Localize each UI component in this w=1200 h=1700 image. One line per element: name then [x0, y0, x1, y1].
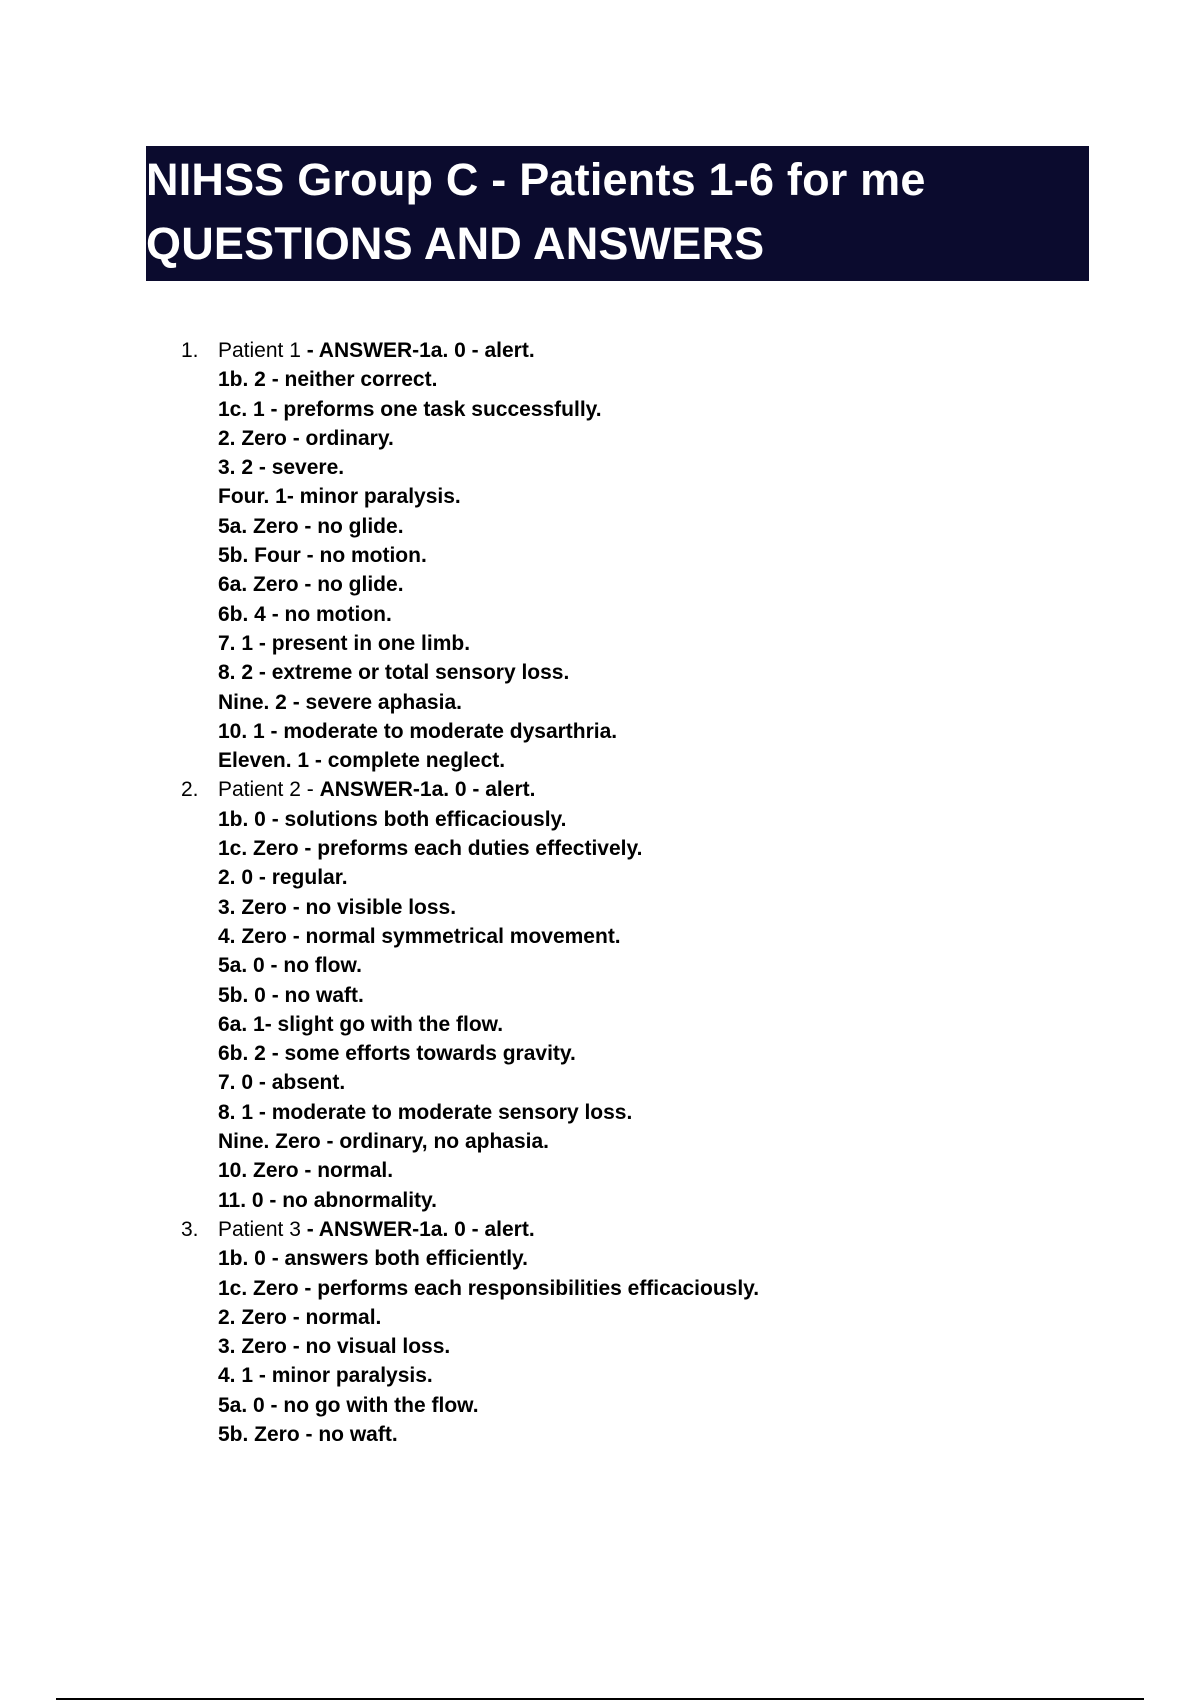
answer-line: 7. 1 - present in one limb. [218, 631, 471, 655]
question-line [218, 775, 1081, 804]
answer-line: 1b. 0 - answers both efficiently. [218, 1247, 529, 1271]
document-title-line-2: QUESTIONS AND ANSWERS [146, 218, 765, 269]
answer-line: 6a. 1- slight go with the flow. [218, 1012, 504, 1036]
answer-line: 7. 0 - absent. [218, 1071, 346, 1095]
answer-line: 3. Zero - no visible loss. [218, 895, 457, 919]
answer-line: Nine. 2 - severe aphasia. [218, 690, 462, 714]
answer-line: 5a. Zero - no glide. [218, 514, 404, 538]
answer-line: 2. Zero - ordinary. [218, 426, 394, 450]
answer-line: 8. 1 - moderate to moderate sensory loss. [218, 1100, 633, 1124]
answer-line: 4. Zero - normal symmetrical movement. [218, 924, 621, 948]
answer-line: 5b. Zero - no waft. [218, 1422, 398, 1446]
list-item-number: 2. [181, 778, 199, 802]
question-text: Patient 1 [218, 339, 301, 362]
answer-line: 1b. 2 - neither correct. [218, 368, 438, 392]
answer-line: 6b. 4 - no motion. [218, 602, 392, 626]
answer-line: 2. Zero - normal. [218, 1305, 382, 1329]
document-title-banner [146, 146, 1089, 281]
question-text: Patient 3 [218, 1217, 301, 1241]
answer-line: 10. 1 - moderate to moderate dysarthria. [218, 719, 618, 743]
answer-first-line: - ANSWER-1a. 0 - alert. [300, 339, 535, 362]
answer-first-line: - ANSWER-1a. 0 - alert. [300, 1217, 535, 1241]
answer-line: 8. 2 - extreme or total sensory loss. [218, 661, 570, 685]
question-line [218, 1215, 1081, 1244]
question-line [218, 336, 1081, 365]
answer-line: 5a. 0 - no flow. [218, 954, 362, 978]
answer-line: Four. 1- minor paralysis. [218, 485, 461, 509]
list-item-number: 3. [181, 1217, 199, 1241]
qa-list [181, 336, 1081, 1449]
answer-line: 4. 1 - minor paralysis. [218, 1364, 433, 1388]
answer-line: 1c. Zero - preforms each duties effectively. [218, 837, 643, 861]
question-text: Patient 2 - [218, 778, 320, 802]
qa-item [181, 1215, 1081, 1449]
answer-line: 5b. Four - no motion. [218, 544, 427, 568]
document-title-line-1: NIHSS Group C - Patients 1-6 for me [146, 154, 926, 205]
answer-line: 1b. 0 - solutions both efficaciously. [218, 807, 567, 831]
qa-item [181, 775, 1081, 1214]
answer-line: 10. Zero - normal. [218, 1159, 394, 1183]
answer-line: 5b. 0 - no waft. [218, 983, 364, 1007]
answer-line: 3. Zero - no visual loss. [218, 1335, 451, 1359]
answer-line: 11. 0 - no abnormality. [218, 1188, 438, 1212]
answer-line: 5a. 0 - no go with the flow. [218, 1393, 479, 1417]
answer-first-line: ANSWER-1a. 0 - alert. [319, 778, 536, 802]
answer-line: 1c. 1 - preforms one task successfully. [218, 397, 602, 421]
answer-line: Nine. Zero - ordinary, no aphasia. [218, 1130, 550, 1154]
answer-line: Eleven. 1 - complete neglect. [218, 749, 506, 773]
answer-line: 2. 0 - regular. [218, 866, 348, 890]
answer-line: 6b. 2 - some efforts towards gravity. [218, 1042, 576, 1066]
answer-line: 3. 2 - severe. [218, 456, 345, 480]
list-item-number: 1. [181, 339, 199, 362]
answer-line: 6a. Zero - no glide. [218, 573, 404, 597]
answer-line: 1c. Zero - performs each responsibilities efficaciously. [218, 1276, 760, 1300]
qa-item [181, 336, 1081, 775]
